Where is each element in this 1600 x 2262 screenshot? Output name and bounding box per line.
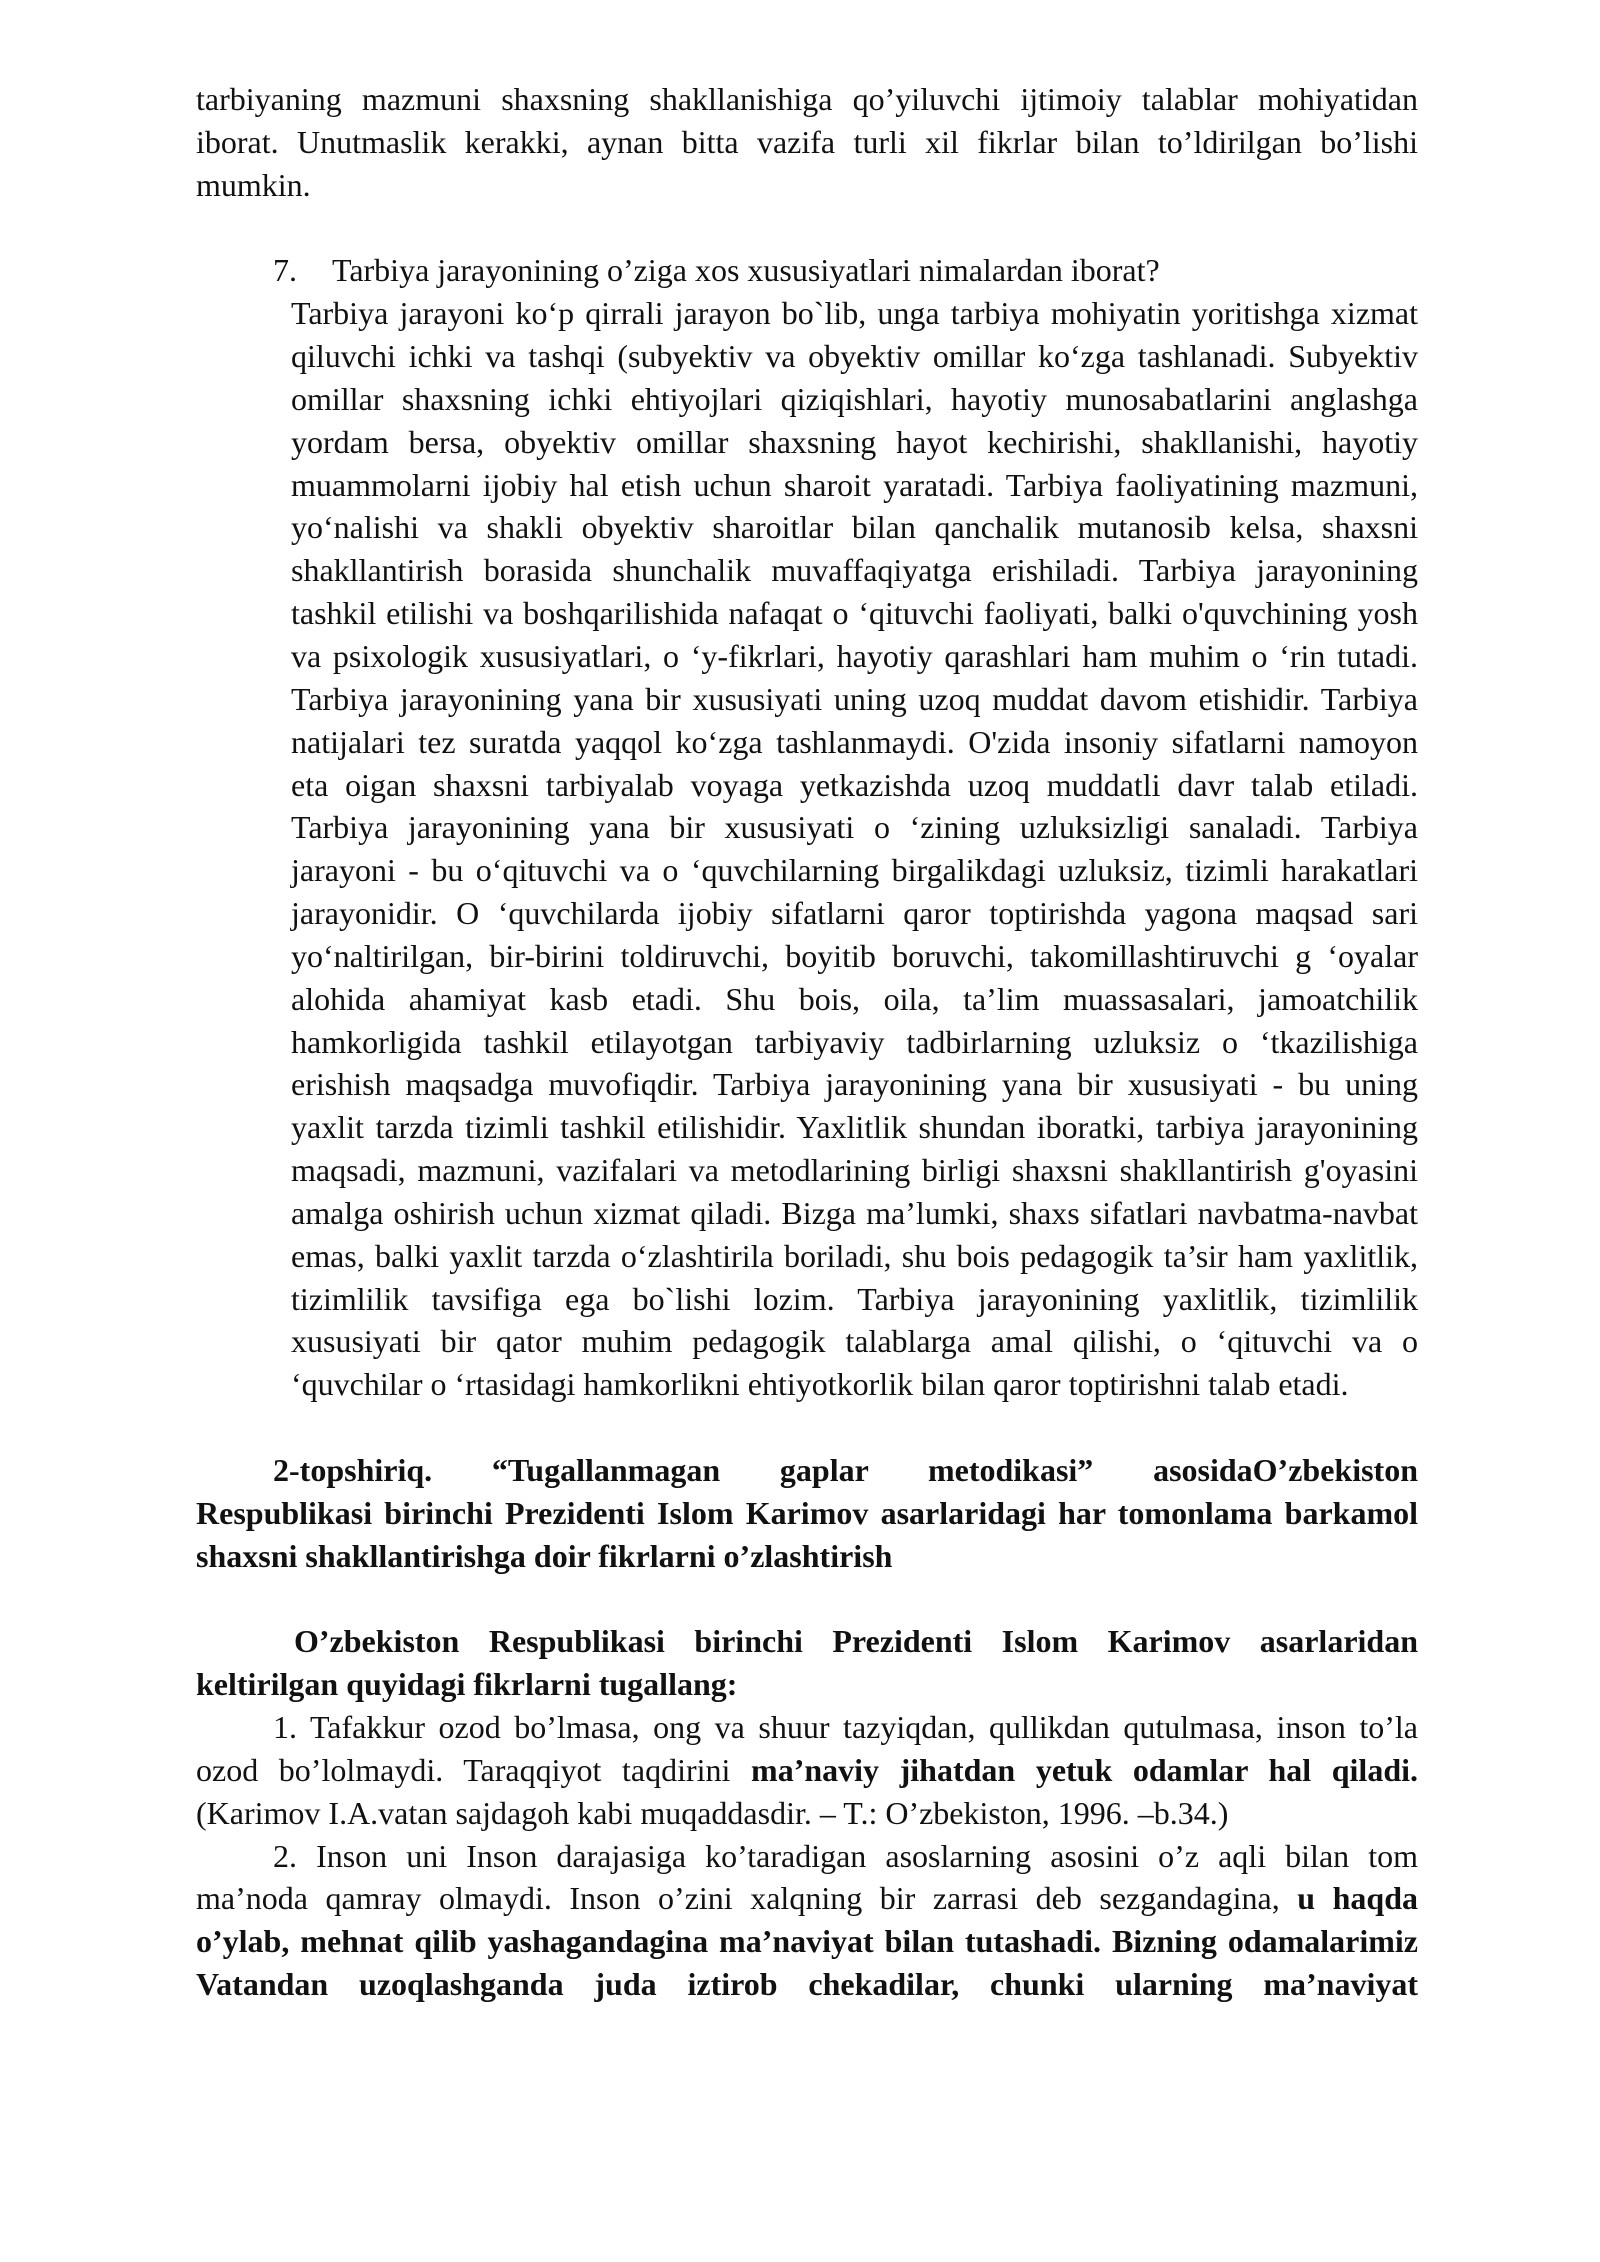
text-line: hamkorligida tashkil etilayotgan tarbiyaviy tadbirlarning uzluksiz o ‘tkazilishiga [291, 1023, 1418, 1060]
text-line: yo‘naltirilgan, bir-birini toldiruvchi, boyitib boruvchi, takomillashtiruvchi g ‘oyalar [291, 937, 1418, 974]
text-line: shakllantirish borasida shunchalik muvaffaqiyatga erishiladi. Tarbiya jarayonining [291, 552, 1418, 589]
quote-item-2 [196, 1835, 1418, 2006]
question-7 [196, 249, 1418, 1406]
completion-answer: ma’naviy jihatdan yetuk odamlar hal qiladi. [751, 1751, 1419, 1788]
task-heading-line: shaxsni shakllantirishga doir fikrlarni o’zlashtirish [196, 1537, 893, 1574]
intro-paragraph [196, 78, 1418, 207]
text-line: mumkin. [196, 166, 311, 203]
text-line: Tarbiya jarayonining yana bir xususiyati uning uzoq muddat davom etishidir. Tarbiya [291, 680, 1418, 717]
question-number: 7. [273, 252, 297, 289]
task-heading-line: Respublikasi birinchi Prezidenti Islom Karimov asarlaridagi har tomonlama barkamol [196, 1494, 1418, 1531]
text-line [196, 1877, 1418, 1920]
text-line: 1. Tafakkur ozod bo’lmasa, ong va shuur tazyiqdan, qullikdan qutulmasa, inson to’la [273, 1709, 1418, 1746]
quote-text: ma’noda qamray olmaydi. Inson o’zini xalqning bir zarrasi deb sezgandagina, [196, 1880, 1298, 1917]
text-line: xususiyati bir qator muhim pedagogik talablarga amal qilishi, o ‘qituvchi va o [291, 1323, 1418, 1360]
task-instruction [196, 1620, 1418, 1706]
question-heading [196, 249, 1418, 292]
text-line: omillar shaxsning ichki ehtiyojlari qiziqishlari, hayotiy munosabatlarini anglashga [291, 380, 1418, 417]
completion-answer-line: Vatandan uzoqlashganda juda iztirob chekadilar, chunki ularning ma’naviyat [196, 1966, 1418, 2003]
completion-answer: u haqda [1297, 1880, 1419, 1917]
quote-text: ozod bo’lolmaydi. Taraqqiyot taqdirini [196, 1751, 752, 1788]
text-line: Tarbiya jarayonining yana bir xususiyati o ‘zining uzluksizligi sanaladi. Tarbiya [291, 809, 1418, 846]
text-line: yo‘nalishi va shakli obyektiv sharoitlar bilan qanchalik mutanosib kelsa, shaxsni [291, 509, 1418, 546]
text-line [196, 1749, 1418, 1792]
task-2-heading [196, 1449, 1418, 1578]
document-page [196, 78, 1418, 2006]
text-line: tizimlilik tavsifiga ega bo`lishi lozim. Tarbiya jarayonining yaxlitlik, tizimlilik [291, 1280, 1418, 1317]
text-line: iborat. Unutmaslik kerakki, aynan bitta vazifa turli xil fikrlar bilan to’ldirilgan bo’lishi [196, 123, 1418, 160]
completion-answer-line: o’ylab, mehnat qilib yashagandagina ma’naviyat bilan tutashadi. Bizning odamalarimiz [196, 1923, 1418, 1960]
text-line: muammolarni ijobiy hal etish uchun sharoit yaratadi. Tarbiya faoliyatining mazmuni, [291, 466, 1418, 503]
instruction-line: O’zbekiston Respublikasi birinchi Prezidenti Islom Karimov asarlaridan [294, 1623, 1418, 1660]
text-line: yaxlit tarzda tizimli tashkil etilishidir. Yaxlitlik shundan iboratki, tarbiya jarayonining [291, 1109, 1418, 1146]
text-line: jarayonidir. O ‘quvchilarda ijobiy sifatlarni qaror toptirishda yagona maqsad sari [291, 895, 1418, 932]
text-line: alohida ahamiyat kasb etadi. Shu bois, oila, ta’lim muassasalari, jamoatchilik [291, 980, 1418, 1017]
quote-item-1 [196, 1706, 1418, 1835]
source-citation: (Karimov I.A.vatan sajdagoh kabi muqaddasdir. – T.: O’zbekiston, 1996. –b.34.) [196, 1794, 1229, 1831]
text-line: amalga oshirish uchun xizmat qiladi. Bizga ma’lumki, shaxs sifatlari navbatma-navbat [291, 1194, 1418, 1231]
text-line: maqsadi, mazmuni, vazifalari va metodlarining birligi shaxsni shakllantirish g'oyasini [291, 1152, 1418, 1189]
text-line: erishish maqsadga muvofiqdir. Tarbiya jarayonining yana bir xususiyati - bu uning [291, 1066, 1418, 1103]
question-7-answer [291, 292, 1418, 1406]
text-line: emas, balki yaxlit tarzda o‘zlashtirila boriladi, shu bois pedagogik ta’sir ham yaxlitlik, [291, 1237, 1418, 1274]
text-line: tashkil etilishi va boshqarilishida nafaqat o ‘qituvchi faoliyati, balki o'quvchining yosh [291, 595, 1418, 632]
text-line: va psixologik xususiyatlari, o ‘y-fikrlari, hayotiy qarashlari ham muhim o ‘rin tutadi. [291, 637, 1418, 674]
instruction-line: keltirilgan quyidagi fikrlarni tugallang: [196, 1666, 738, 1703]
text-line: 2. Inson uni Inson darajasiga ko’taradigan asoslarning asosini o’z aqli bilan tom [273, 1837, 1418, 1874]
text-line: tarbiyaning mazmuni shaxsning shakllanishiga qo’yiluvchi ijtimoiy talablar mohiyatidan [196, 81, 1418, 117]
text-line: ‘quvchilar o ‘rtasidagi hamkorlikni ehtiyotkorlik bilan qaror toptirishni talab etadi. [291, 1366, 1349, 1403]
text-line: natijalari tez suratda yaqqol ko‘zga tashlanmaydi. O'zida insoniy sifatlarni namoyon [291, 723, 1418, 760]
text-line: yordam bersa, obyektiv omillar shaxsning hayot kechirishi, shakllanishi, hayotiy [291, 423, 1418, 460]
text-line: qiluvchi ichki va tashqi (subyektiv va obyektiv omillar ko‘zga tashlanadi. Subyektiv [291, 338, 1418, 375]
text-line: eta oigan shaxsni tarbiyalab voyaga yetkazishda uzoq muddatli davr talab etiladi. [291, 766, 1418, 803]
question-title: Tarbiya jarayonining o’ziga xos xususiyatlari nimalardan iborat? [332, 252, 1160, 289]
text-line: jarayoni - bu o‘qituvchi va o ‘quvchilarning birgalikdagi uzluksiz, tizimli harakatlari [291, 852, 1418, 889]
text-line: Tarbiya jarayoni ko‘p qirrali jarayon bo`lib, unga tarbiya mohiyatin yoritishga xizmat [291, 295, 1418, 332]
task-heading-line: 2-topshiriq. “Tugallanmagan gaplar metodikasi” asosidaO’zbekiston [273, 1452, 1418, 1488]
